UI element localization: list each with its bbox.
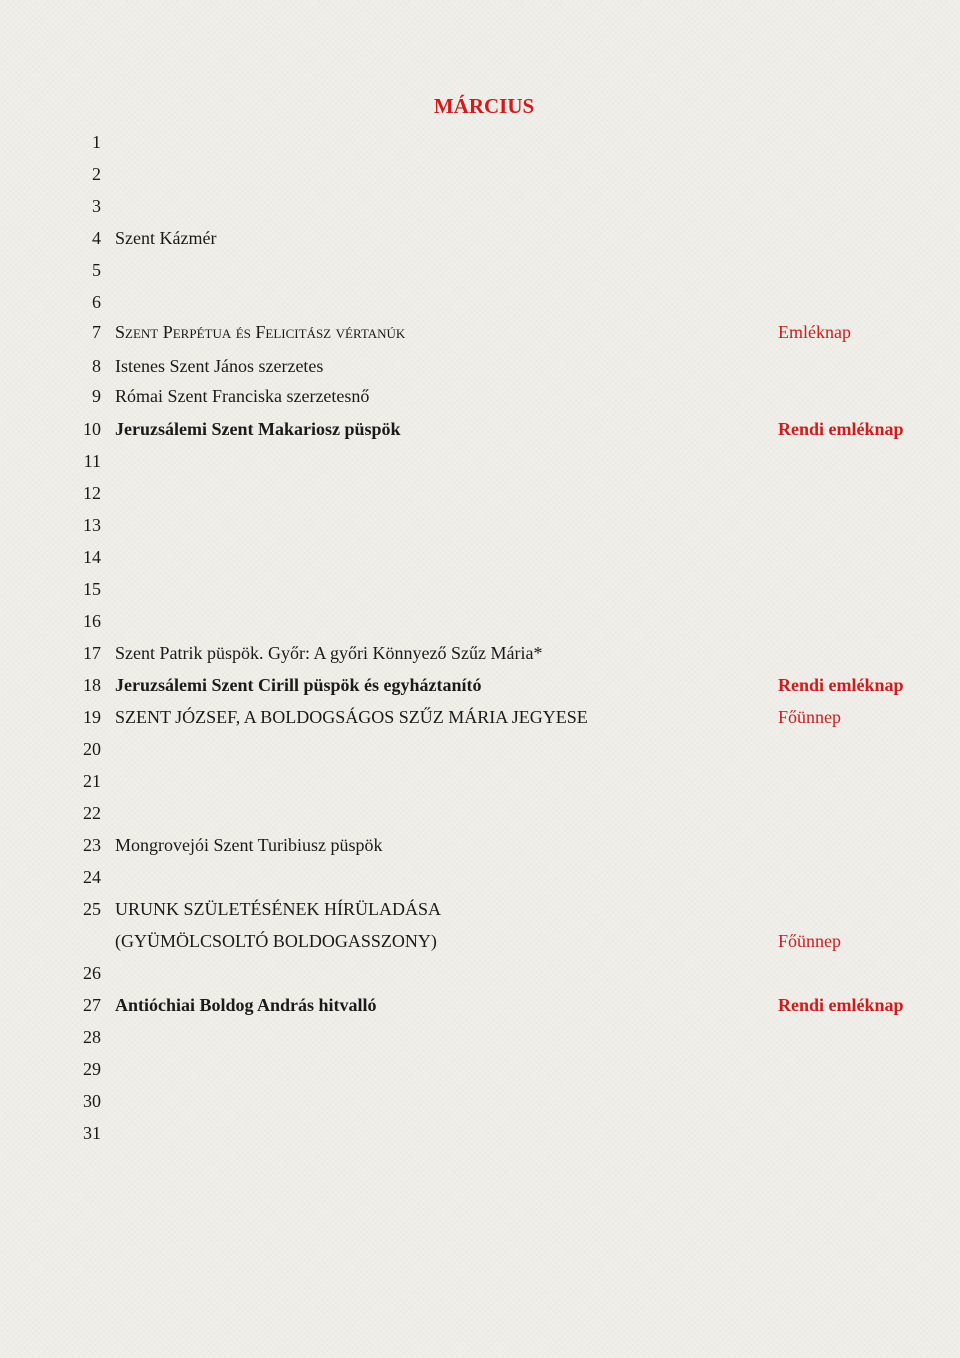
day-number: 26 [83,963,101,983]
day-number: 22 [83,803,101,823]
day-number: 29 [83,1059,101,1079]
day-number: 5 [92,260,101,280]
saint-name: Szent Perpétua és Felicitász vértanúk [115,322,406,342]
day-number: 8 [92,356,101,376]
calendar-row [0,1057,960,1081]
feast-rank: Rendi emléknap [778,675,904,695]
day-number: 6 [92,292,101,312]
day-number: 12 [83,483,101,503]
saint-name: Antióchiai Boldog András hitvalló [115,995,377,1015]
day-number: 24 [83,867,101,887]
day-number: 9 [92,386,101,406]
calendar-row [0,354,960,378]
day-number: 27 [83,995,101,1015]
calendar-row [0,449,960,473]
saint-name: Jeruzsálemi Szent Cirill püspök és egyháztanító [115,675,482,695]
calendar-row [0,705,960,729]
saint-name: Istenes Szent János szerzetes [115,356,324,376]
calendar-row [0,545,960,569]
calendar-row [0,993,960,1017]
day-number: 30 [83,1091,101,1111]
calendar-row [0,577,960,601]
day-number: 1 [92,132,101,152]
calendar-row [0,1121,960,1145]
calendar-row [0,258,960,282]
day-number: 31 [83,1123,101,1143]
calendar-row [0,897,960,921]
day-number: 18 [83,675,101,695]
day-number: 21 [83,771,101,791]
calendar-row [0,833,960,857]
feast-rank: Főünnep [778,707,841,727]
calendar-row [0,737,960,761]
day-number: 4 [92,228,101,248]
day-number: 16 [83,611,101,631]
saint-name: Jeruzsálemi Szent Makariosz püspök [115,419,401,439]
day-number: 3 [92,196,101,216]
day-number: 7 [92,322,101,342]
feast-rank: Emléknap [778,322,851,342]
saint-name: Római Szent Franciska szerzetesnő [115,386,370,406]
day-number: 20 [83,739,101,759]
feast-rank: Rendi emléknap [778,419,904,439]
saint-name-continuation: (GYÜMÖLCSOLTÓ BOLDOGASSZONY) [115,931,437,951]
saint-name: SZENT JÓZSEF, A BOLDOGSÁGOS SZŰZ MÁRIA JEGYESE [115,707,588,727]
day-number: 28 [83,1027,101,1047]
calendar-row [0,290,960,314]
calendar-row [0,1025,960,1049]
day-number: 2 [92,164,101,184]
calendar-row [0,320,960,344]
day-number: 19 [83,707,101,727]
day-number: 15 [83,579,101,599]
day-number: 23 [83,835,101,855]
saint-name: URUNK SZÜLETÉSÉNEK HÍRÜLADÁSA [115,899,441,919]
calendar-row [0,130,960,154]
calendar-row [0,961,960,985]
page-title: MÁRCIUS [433,94,535,118]
calendar-row [0,609,960,633]
calendar-row [0,162,960,186]
day-number: 25 [83,899,101,919]
day-number: 17 [83,643,101,663]
calendar-row [0,226,960,250]
calendar-row [0,865,960,889]
calendar-row [0,1089,960,1113]
calendar-row-continuation [0,929,960,953]
calendar-row [0,384,960,408]
day-number: 10 [83,419,101,439]
calendar-row [0,194,960,218]
feast-rank: Rendi emléknap [778,995,904,1015]
calendar-row [0,673,960,697]
calendar-row [0,513,960,537]
day-number: 11 [83,451,101,471]
calendar-row [0,801,960,825]
saint-name: Szent Patrik püspök. Győr: A győri Könnyező Szűz Mária* [115,643,543,663]
calendar-row [0,481,960,505]
calendar-row [0,641,960,665]
day-number: 13 [83,515,101,535]
saint-name: Szent Kázmér [115,228,217,248]
calendar-row [0,417,960,441]
calendar-row [0,769,960,793]
saint-name: Mongrovejói Szent Turibiusz püspök [115,835,383,855]
feast-rank: Főünnep [778,931,841,951]
day-number: 14 [83,547,101,567]
